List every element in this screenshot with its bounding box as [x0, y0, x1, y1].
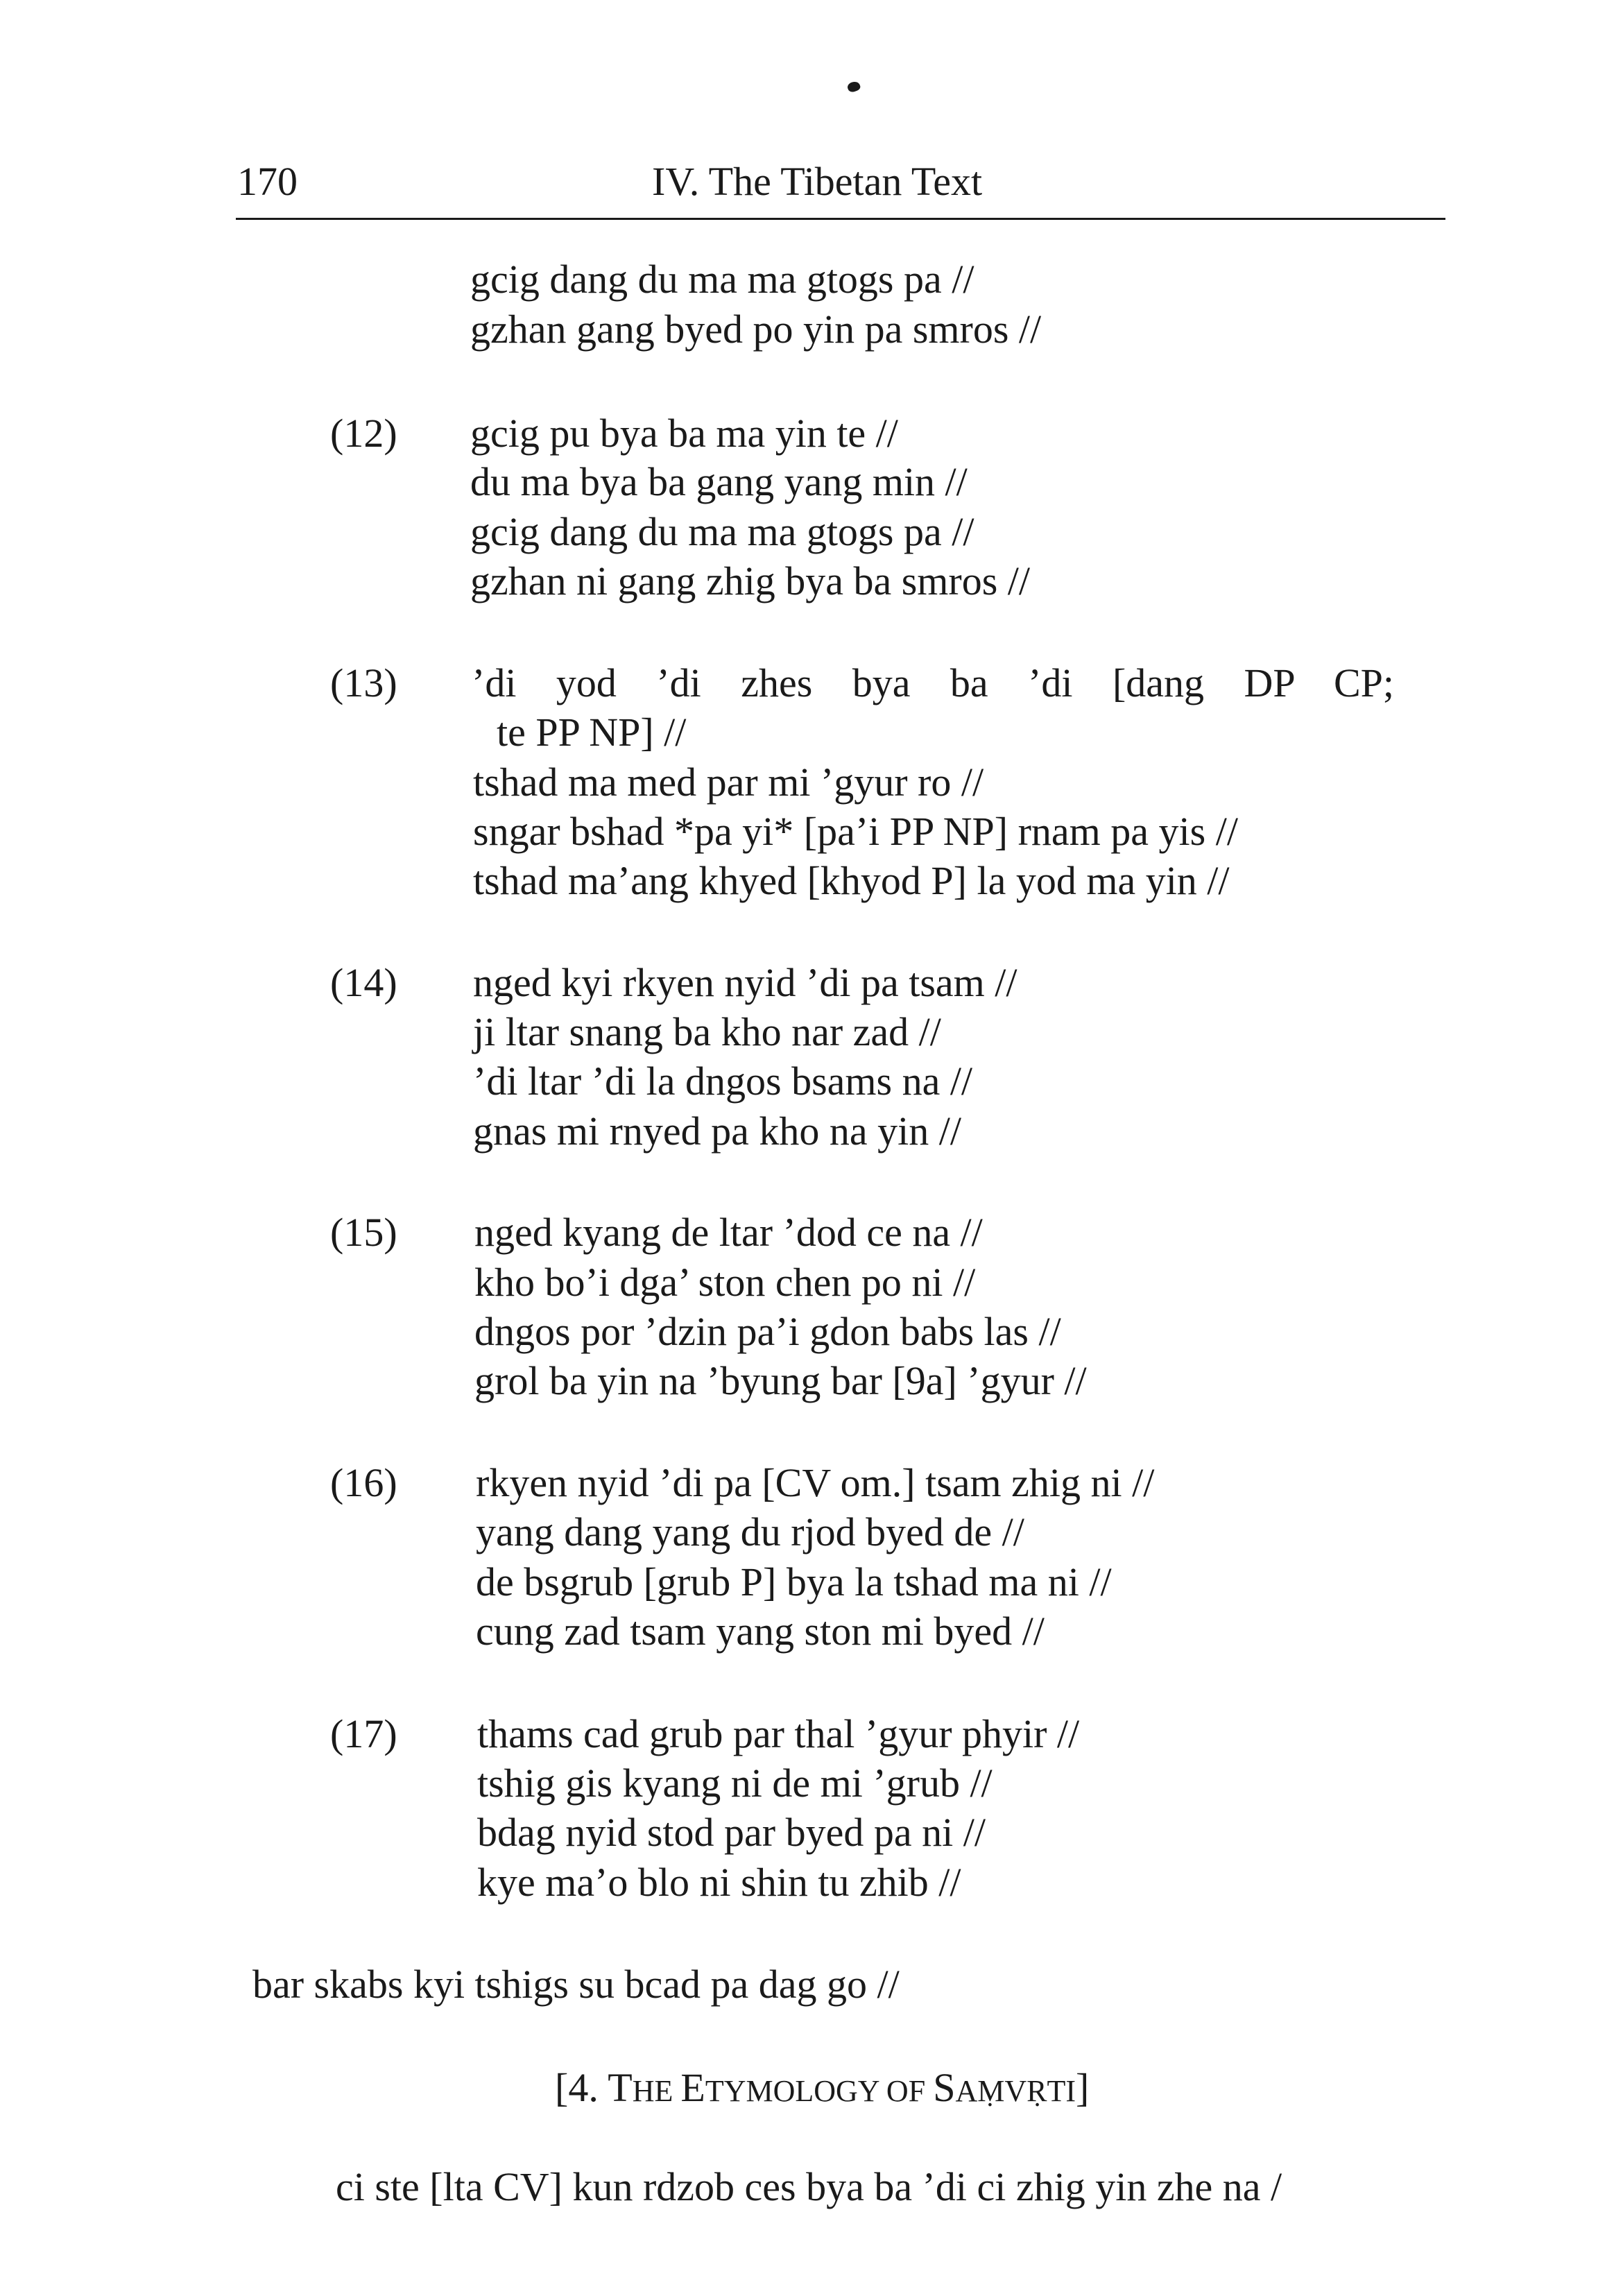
verse-line: nged kyi rkyen nyid ’di pa tsam // — [473, 960, 1017, 1005]
verse-line: grol ba yin na ’byung bar [9a] ’gyur // — [474, 1358, 1087, 1403]
verse-line: nged kyang de ltar ’dod ce na // — [474, 1210, 983, 1255]
verse-line: thams cad grub par thal ’gyur phyir // — [477, 1711, 1080, 1756]
verse-number-12: (12) — [330, 411, 397, 456]
verse-line: kye ma’o blo ni shin tu zhib // — [477, 1860, 961, 1905]
verse-number-16: (16) — [330, 1460, 397, 1505]
verse-line: gzhan gang byed po yin pa smros // — [470, 307, 1042, 352]
page-number: 170 — [237, 159, 298, 204]
verse-line: ji ltar snang ba kho nar zad // — [473, 1009, 941, 1054]
section-heading: [4. THE ETYMOLOGY OF SAṂVṚTI] — [555, 2065, 1090, 2110]
verse-number-17: (17) — [330, 1711, 397, 1756]
verse-line-continuation: te PP NP] // — [497, 710, 687, 755]
verse-line: ’di yod ’di zhes bya ba ’di [dang DP CP; — [472, 660, 1394, 705]
verse-line: cung zad tsam yang ston mi byed // — [476, 1609, 1045, 1654]
verse-number-15: (15) — [330, 1210, 397, 1255]
verse-line: gcig dang du ma ma gtogs pa // — [470, 257, 974, 302]
prose-line: ci ste [lta CV] kun rdzob ces bya ba ’di ci zhig yin zhe na / — [336, 2164, 1282, 2209]
verse-line: tshad ma med par mi ’gyur ro // — [473, 760, 984, 805]
verse-line: tshad ma’ang khyed [khyod P] la yod ma yin // — [473, 858, 1230, 903]
verse-line: gzhan ni gang zhig bya ba smros // — [470, 558, 1030, 603]
verse-line: bdag nyid stod par byed pa ni // — [477, 1810, 986, 1855]
verse-line: kho bo’i dga’ ston chen po ni // — [474, 1260, 976, 1305]
verse-line: dngos por ’dzin pa’i gdon babs las // — [474, 1309, 1061, 1354]
verse-line: gcig pu bya ba ma yin te // — [470, 411, 898, 456]
verse-number-14: (14) — [330, 960, 397, 1005]
verse-line: tshig gis kyang ni de mi ’grub // — [477, 1760, 993, 1806]
verse-line: gcig dang du ma ma gtogs pa // — [470, 509, 974, 554]
verse-line: rkyen nyid ’di pa [CV om.] tsam zhig ni // — [476, 1460, 1155, 1505]
running-head: IV. The Tibetan Text — [652, 159, 983, 204]
verse-line: sngar bshad *pa yi* [pa’i PP NP] rnam pa yis // — [473, 809, 1238, 854]
verse-line: du ma bya ba gang yang min // — [470, 459, 968, 504]
interlude-line: bar skabs kyi tshigs su bcad pa dag go // — [252, 1962, 900, 2007]
verse-line: gnas mi rnyed pa kho na yin // — [473, 1108, 961, 1154]
verse-line: yang dang yang du rjod byed de // — [476, 1509, 1024, 1554]
header-rule — [236, 218, 1445, 220]
verse-line: de bsgrub [grub P] bya la tshad ma ni // — [476, 1559, 1112, 1604]
verse-number-13: (13) — [330, 660, 397, 705]
ink-mark — [846, 80, 861, 93]
verse-line: ’di ltar ’di la dngos bsams na // — [473, 1059, 973, 1104]
